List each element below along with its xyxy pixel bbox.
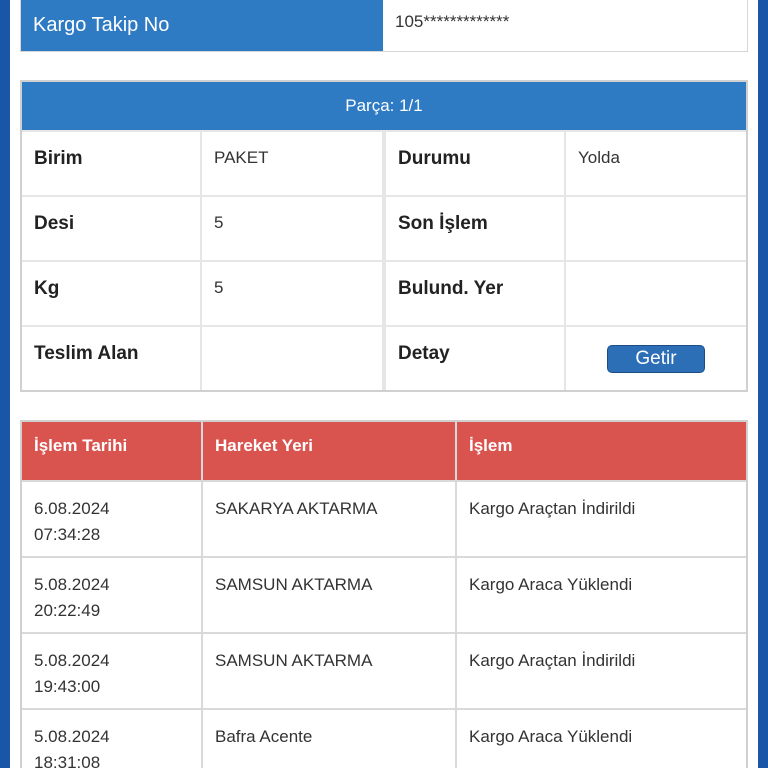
table-cell-action: Kargo Araca Yüklendi bbox=[457, 558, 746, 632]
column-header-date: İşlem Tarihi bbox=[22, 422, 201, 480]
getir-button[interactable]: Getir bbox=[607, 345, 705, 373]
table-cell-place: SAMSUN AKTARMA bbox=[203, 634, 455, 708]
row-time: 20:22:49 bbox=[34, 601, 101, 620]
table-cell-place: Bafra Acente bbox=[203, 710, 455, 768]
row-date: 5.08.2024 bbox=[34, 651, 110, 670]
tracking-number-label: Kargo Takip No bbox=[21, 0, 383, 51]
field-label-kg: Kg bbox=[22, 262, 200, 325]
tracking-number-row bbox=[20, 0, 748, 52]
field-label-location: Bulund. Yer bbox=[386, 262, 564, 325]
field-label-detail: Detay bbox=[386, 327, 564, 390]
page bbox=[10, 0, 758, 768]
table-cell-action: Kargo Araca Yüklendi bbox=[457, 710, 746, 768]
field-value-unit: PAKET bbox=[202, 132, 382, 195]
row-time: 19:43:00 bbox=[34, 677, 101, 696]
table-cell-date bbox=[22, 482, 201, 556]
field-label-desi: Desi bbox=[22, 197, 200, 260]
row-date: 5.08.2024 bbox=[34, 727, 110, 746]
row-time: 18:31:08 bbox=[34, 753, 101, 768]
row-date: 6.08.2024 bbox=[34, 499, 110, 518]
field-label-last-action: Son İşlem bbox=[386, 197, 564, 260]
parcel-left-column bbox=[22, 132, 382, 390]
table-cell-place: SAMSUN AKTARMA bbox=[203, 558, 455, 632]
field-value-kg: 5 bbox=[202, 262, 382, 325]
parcel-title: Parça: 1/1 bbox=[22, 82, 746, 130]
field-value-last-action bbox=[566, 197, 746, 260]
parcel-right-column bbox=[386, 132, 746, 390]
row-time: 07:34:28 bbox=[34, 525, 101, 544]
field-label-unit: Birim bbox=[22, 132, 200, 195]
table-cell-date bbox=[22, 634, 201, 708]
tracking-number-value: 105************* bbox=[395, 12, 510, 31]
row-date: 5.08.2024 bbox=[34, 575, 110, 594]
field-label-recipient: Teslim Alan bbox=[22, 327, 200, 390]
field-value-status: Yolda bbox=[566, 132, 746, 195]
table-cell-place: SAKARYA AKTARMA bbox=[203, 482, 455, 556]
field-value-desi: 5 bbox=[202, 197, 382, 260]
movement-history-table bbox=[20, 420, 748, 768]
parcel-card bbox=[20, 80, 748, 392]
field-value-recipient bbox=[202, 327, 382, 390]
field-label-status: Durumu bbox=[386, 132, 564, 195]
table-cell-date bbox=[22, 558, 201, 632]
table-cell-date bbox=[22, 710, 201, 768]
table-cell-action: Kargo Araçtan İndirildi bbox=[457, 634, 746, 708]
column-header-action: İşlem bbox=[457, 422, 746, 480]
field-value-detail bbox=[566, 327, 746, 390]
column-header-place: Hareket Yeri bbox=[203, 422, 455, 480]
field-value-location bbox=[566, 262, 746, 325]
table-cell-action: Kargo Araçtan İndirildi bbox=[457, 482, 746, 556]
